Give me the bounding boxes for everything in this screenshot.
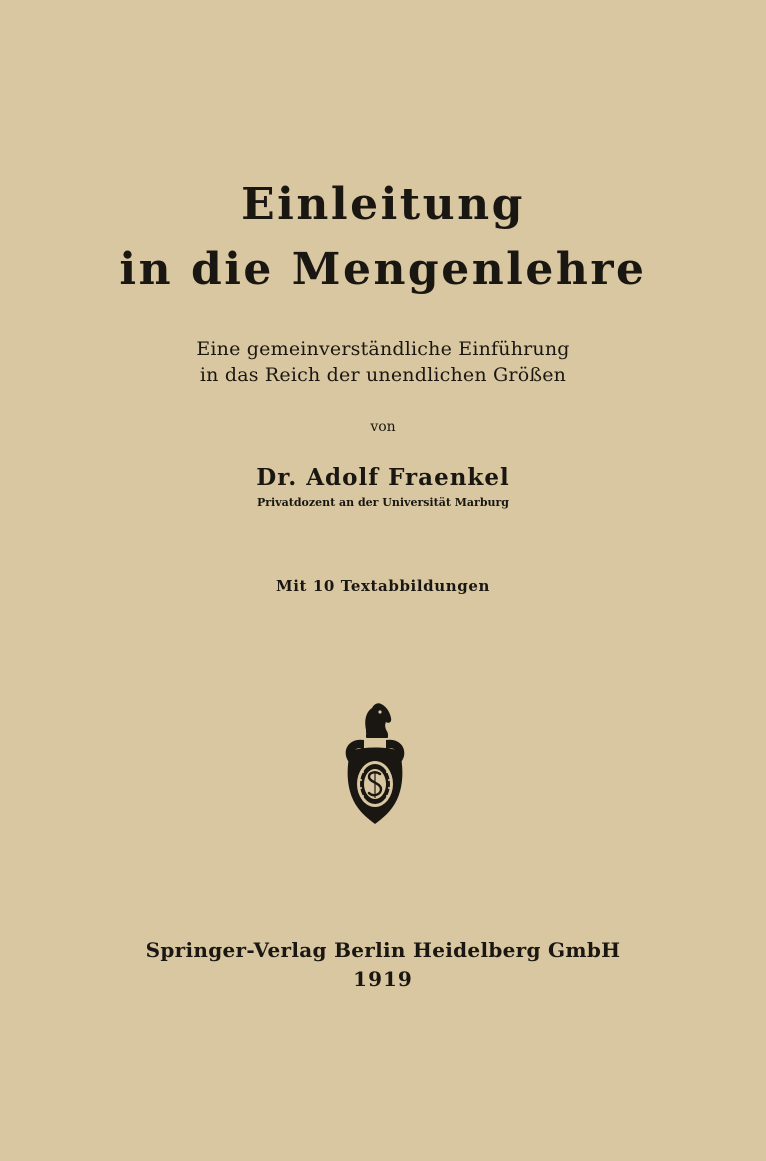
publication-year: 1919 [353,967,413,991]
illustrations-note: Mit 10 Textabbildungen [276,577,490,595]
book-title-line-2: in die Mengenlehre [119,244,647,295]
publisher: Springer-Verlag Berlin Heidelberg GmbH [145,938,621,962]
springer-knight-emblem-icon [336,700,414,826]
author-name: Dr. Adolf Fraenkel [256,464,510,491]
by-label: von [370,419,396,435]
subtitle-line-2: in das Reich der unendlichen Größen [199,364,567,386]
book-title-line-1: Einleitung [241,179,525,230]
subtitle-line-1: Eine gemeinverständliche Einführung [196,338,570,360]
author-affiliation: Privatdozent an der Universität Marburg [256,496,510,509]
